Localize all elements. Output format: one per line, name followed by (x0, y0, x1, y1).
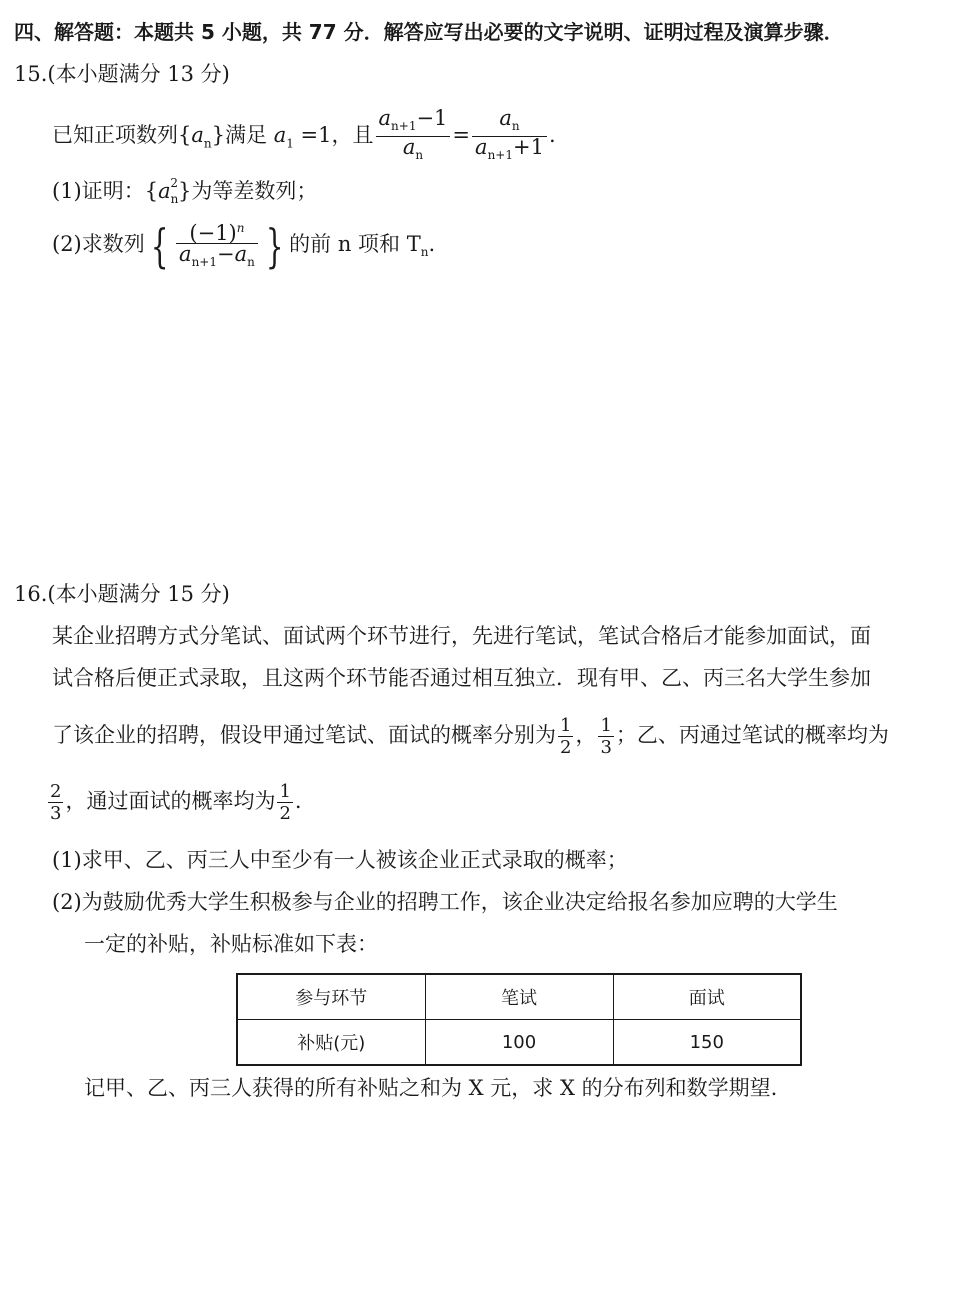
q15-stem: 已知正项数列$\{a_n\}$满足 $a_1 =1$，且 $\frac{a_{n+1}-1}{a_n}$ = $\frac{a_n}{a_{n+1}+1}$ . (52, 108, 556, 168)
table-header-cell: 笔试 (425, 974, 613, 1020)
q16-para-line3: 了该企业的招聘，假设甲通过笔试、面试的概率分别为 $\frac{1}{2}$ ， $\frac{1}{3}$ ；乙、丙通过笔试的概率均为 (52, 715, 889, 758)
q16-header (14, 580, 230, 608)
table-header-row (237, 974, 801, 1020)
q16-para-line1: 某企业招聘方式分笔试、面试两个环节进行，先进行笔试，笔试合格后才能参加面试，面 (52, 624, 871, 648)
table-header-cell: 参与环节 (237, 974, 425, 1020)
table-cell: 补贴(元) (237, 1020, 425, 1066)
q16-part1: (1)求甲、乙、丙三人中至少有一人被该企业正式录取的概率； (52, 848, 628, 872)
q16-final: 记甲、乙、丙三人获得的所有补贴之和为 X 元，求 X 的分布列和数学期望. (84, 1076, 778, 1100)
section-heading: 四、解答题：本题共 5 小题，共 77 分．解答应写出必要的文字说明、证明过程及演算步骤． (14, 20, 844, 44)
table-cell: 100 (425, 1020, 613, 1066)
q15-part1: (1)证明：$\{a_n^2\}$为等差数列； (52, 176, 318, 207)
q15-number: 15. (14, 62, 48, 86)
q16-part2-line2: 一定的补贴，补贴标准如下表： (84, 932, 378, 956)
table-cell: 150 (613, 1020, 801, 1066)
fraction-one-half: $\frac{1}{2}$ (560, 715, 572, 758)
q15-points: (本小题满分 13 分) (47, 62, 230, 86)
q16-part2-line1: (2)为鼓励优秀大学生积极参与企业的招聘工作，该企业决定给报名参加应聘的大学生 (52, 890, 838, 914)
table-header-cell: 面试 (613, 974, 801, 1020)
q15-part2: (2)求数列 { $\frac{(-1)^n}{a_{n+1}-a_n}$ } 的前 n 项和 $T_n$. (52, 218, 436, 273)
fraction-one-half-2: $\frac{1}{2}$ (279, 781, 291, 824)
q15-frac-right: $\frac{a_n}{a_{n+1}+1}$ (472, 108, 547, 165)
q15-header (14, 60, 230, 88)
q16-para-line4: $\frac{2}{3}$ ，通过面试的概率均为 $\frac{1}{2}$ . (50, 781, 302, 824)
q16-points: (本小题满分 15 分) (47, 582, 230, 606)
q16-para-line2: 试合格后便正式录取，且这两个环节能否通过相互独立．现有甲、乙、丙三名大学生参加 (52, 666, 871, 690)
fraction-two-thirds: $\frac{2}{3}$ (50, 781, 62, 824)
table-row (237, 1020, 801, 1066)
q15-frac-left: $\frac{a_{n+1}-1}{a_n}$ (376, 108, 451, 165)
subsidy-table (236, 973, 802, 1066)
fraction-one-third: $\frac{1}{3}$ (600, 715, 612, 758)
q16-number: 16. (14, 582, 48, 606)
q15-part2-frac: $\frac{(-1)^n}{a_{n+1}-a_n}$ (176, 218, 258, 272)
